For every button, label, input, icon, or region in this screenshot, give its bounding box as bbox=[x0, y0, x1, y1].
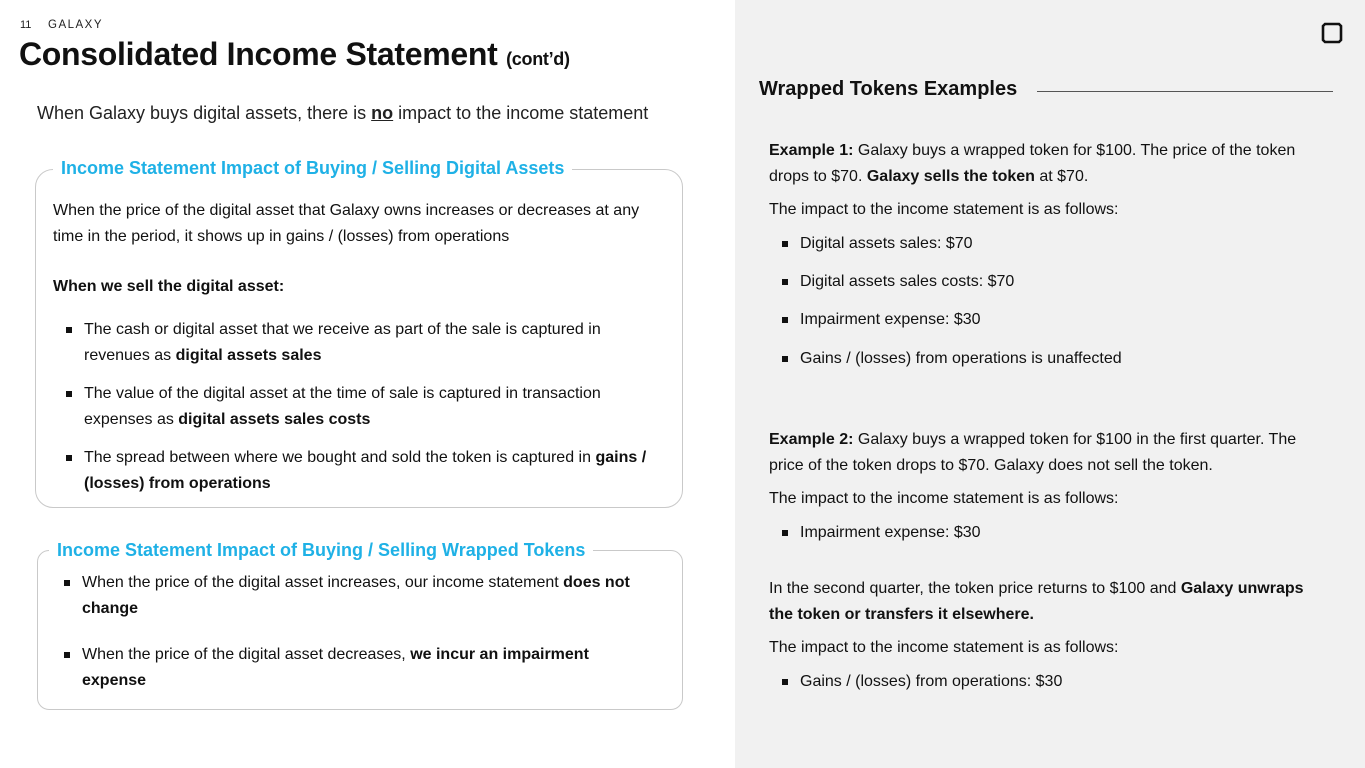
list-item bbox=[82, 570, 667, 622]
bullet-text: The value of the digital asset at the time of sale is captured in transaction expenses as bbox=[84, 385, 601, 428]
bullet-text: Impairment expense: $30 bbox=[800, 524, 981, 541]
list-item bbox=[800, 669, 1062, 695]
example-1-part-b: at $70. bbox=[1034, 168, 1089, 185]
page-title-suffix: (cont’d) bbox=[506, 49, 570, 69]
list-item bbox=[800, 346, 1122, 372]
bullet-square bbox=[66, 455, 72, 461]
heading-rule bbox=[1037, 91, 1333, 92]
bullet-text: When the price of the digital asset increases, our income statement bbox=[82, 574, 564, 591]
bullet-text: The cash or digital asset that we receive as part of the sale is captured in revenues as bbox=[84, 321, 601, 364]
bullet-text: Gains / (losses) from operations is unaffected bbox=[800, 350, 1122, 367]
bullet-square bbox=[66, 327, 72, 333]
list-item bbox=[84, 381, 644, 433]
example-2-q2-text bbox=[769, 576, 1329, 628]
example-1-part-a: Galaxy buys a wrapped token for $100. The price of the token drops to $70. bbox=[769, 142, 1296, 185]
bullet-square bbox=[782, 279, 788, 285]
example-2-label: Example 2: bbox=[769, 431, 854, 448]
page-title bbox=[19, 36, 570, 73]
page-subtitle bbox=[37, 103, 648, 124]
digital-assets-box-title: Income Statement Impact of Buying / Selling Digital Assets bbox=[53, 158, 572, 179]
bullet-square bbox=[782, 356, 788, 362]
example-2-body: Galaxy buys a wrapped token for $100 in the first quarter. The price of the token drops to $70. Galaxy does not sell the token. bbox=[769, 431, 1297, 474]
bullet-square bbox=[64, 652, 70, 658]
bullet-square bbox=[782, 679, 788, 685]
bullet-square bbox=[782, 241, 788, 247]
example-2-impact-2: The impact to the income statement is as follows: bbox=[769, 639, 1119, 656]
example-1-impact: The impact to the income statement is as follows: bbox=[769, 201, 1119, 218]
example-1-text bbox=[769, 138, 1329, 190]
bullet-bold: we incur an impairment expense bbox=[82, 646, 589, 689]
bullet-bold: does not change bbox=[82, 574, 630, 617]
examples-heading: Wrapped Tokens Examples bbox=[759, 78, 1018, 100]
bullet-text: Digital assets sales: $70 bbox=[800, 235, 973, 252]
list-item bbox=[800, 520, 981, 546]
bullet-bold: gains / (losses) from operations bbox=[84, 449, 647, 492]
example-1-bold: Galaxy sells the token bbox=[866, 168, 1035, 185]
subtitle-emphasis: no bbox=[371, 103, 394, 123]
bullet-square bbox=[782, 317, 788, 323]
bullet-bold: digital assets sales costs bbox=[178, 411, 371, 428]
list-item bbox=[800, 231, 973, 257]
bullet-text: Gains / (losses) from operations: $30 bbox=[800, 673, 1063, 690]
wrapped-tokens-box-title: Income Statement Impact of Buying / Selling Wrapped Tokens bbox=[49, 540, 593, 561]
example-2-text bbox=[769, 427, 1329, 479]
brand-name: GALAXY bbox=[48, 19, 104, 31]
example-1-label: Example 1: bbox=[769, 142, 854, 159]
galaxy-logo-icon bbox=[1321, 22, 1343, 44]
bullet-square bbox=[782, 530, 788, 536]
page-number: 11 bbox=[20, 19, 32, 31]
subtitle-after: impact to the income statement bbox=[393, 103, 649, 123]
subtitle-before: When Galaxy buys digital assets, there is bbox=[37, 103, 372, 123]
example-2-impact: The impact to the income statement is as follows: bbox=[769, 490, 1119, 507]
page-title-text: Consolidated Income Statement bbox=[19, 36, 498, 72]
bullet-square bbox=[64, 580, 70, 586]
bullet-text: The spread between where we bought and sold the token is captured in bbox=[84, 449, 596, 466]
bullet-bold: digital assets sales bbox=[175, 347, 322, 364]
bullet-text: Impairment expense: $30 bbox=[800, 311, 981, 328]
list-item bbox=[84, 445, 674, 497]
q2-text: In the second quarter, the token price returns to $100 and bbox=[769, 580, 1181, 597]
list-item bbox=[800, 307, 981, 333]
list-item bbox=[82, 642, 642, 694]
bullet-text: Digital assets sales costs: $70 bbox=[800, 273, 1015, 290]
digital-assets-intro: When the price of the digital asset that Galaxy owns increases or decreases at any time in the period, it shows up in gains / (losses) from operations bbox=[53, 202, 640, 245]
bullet-square bbox=[66, 391, 72, 397]
list-item bbox=[800, 269, 1014, 295]
q2-bold: Galaxy unwraps the token or transfers it elsewhere. bbox=[769, 580, 1304, 623]
bullet-text: When the price of the digital asset decreases, bbox=[82, 646, 411, 663]
sell-heading: When we sell the digital asset: bbox=[53, 278, 285, 295]
list-item bbox=[84, 317, 644, 369]
